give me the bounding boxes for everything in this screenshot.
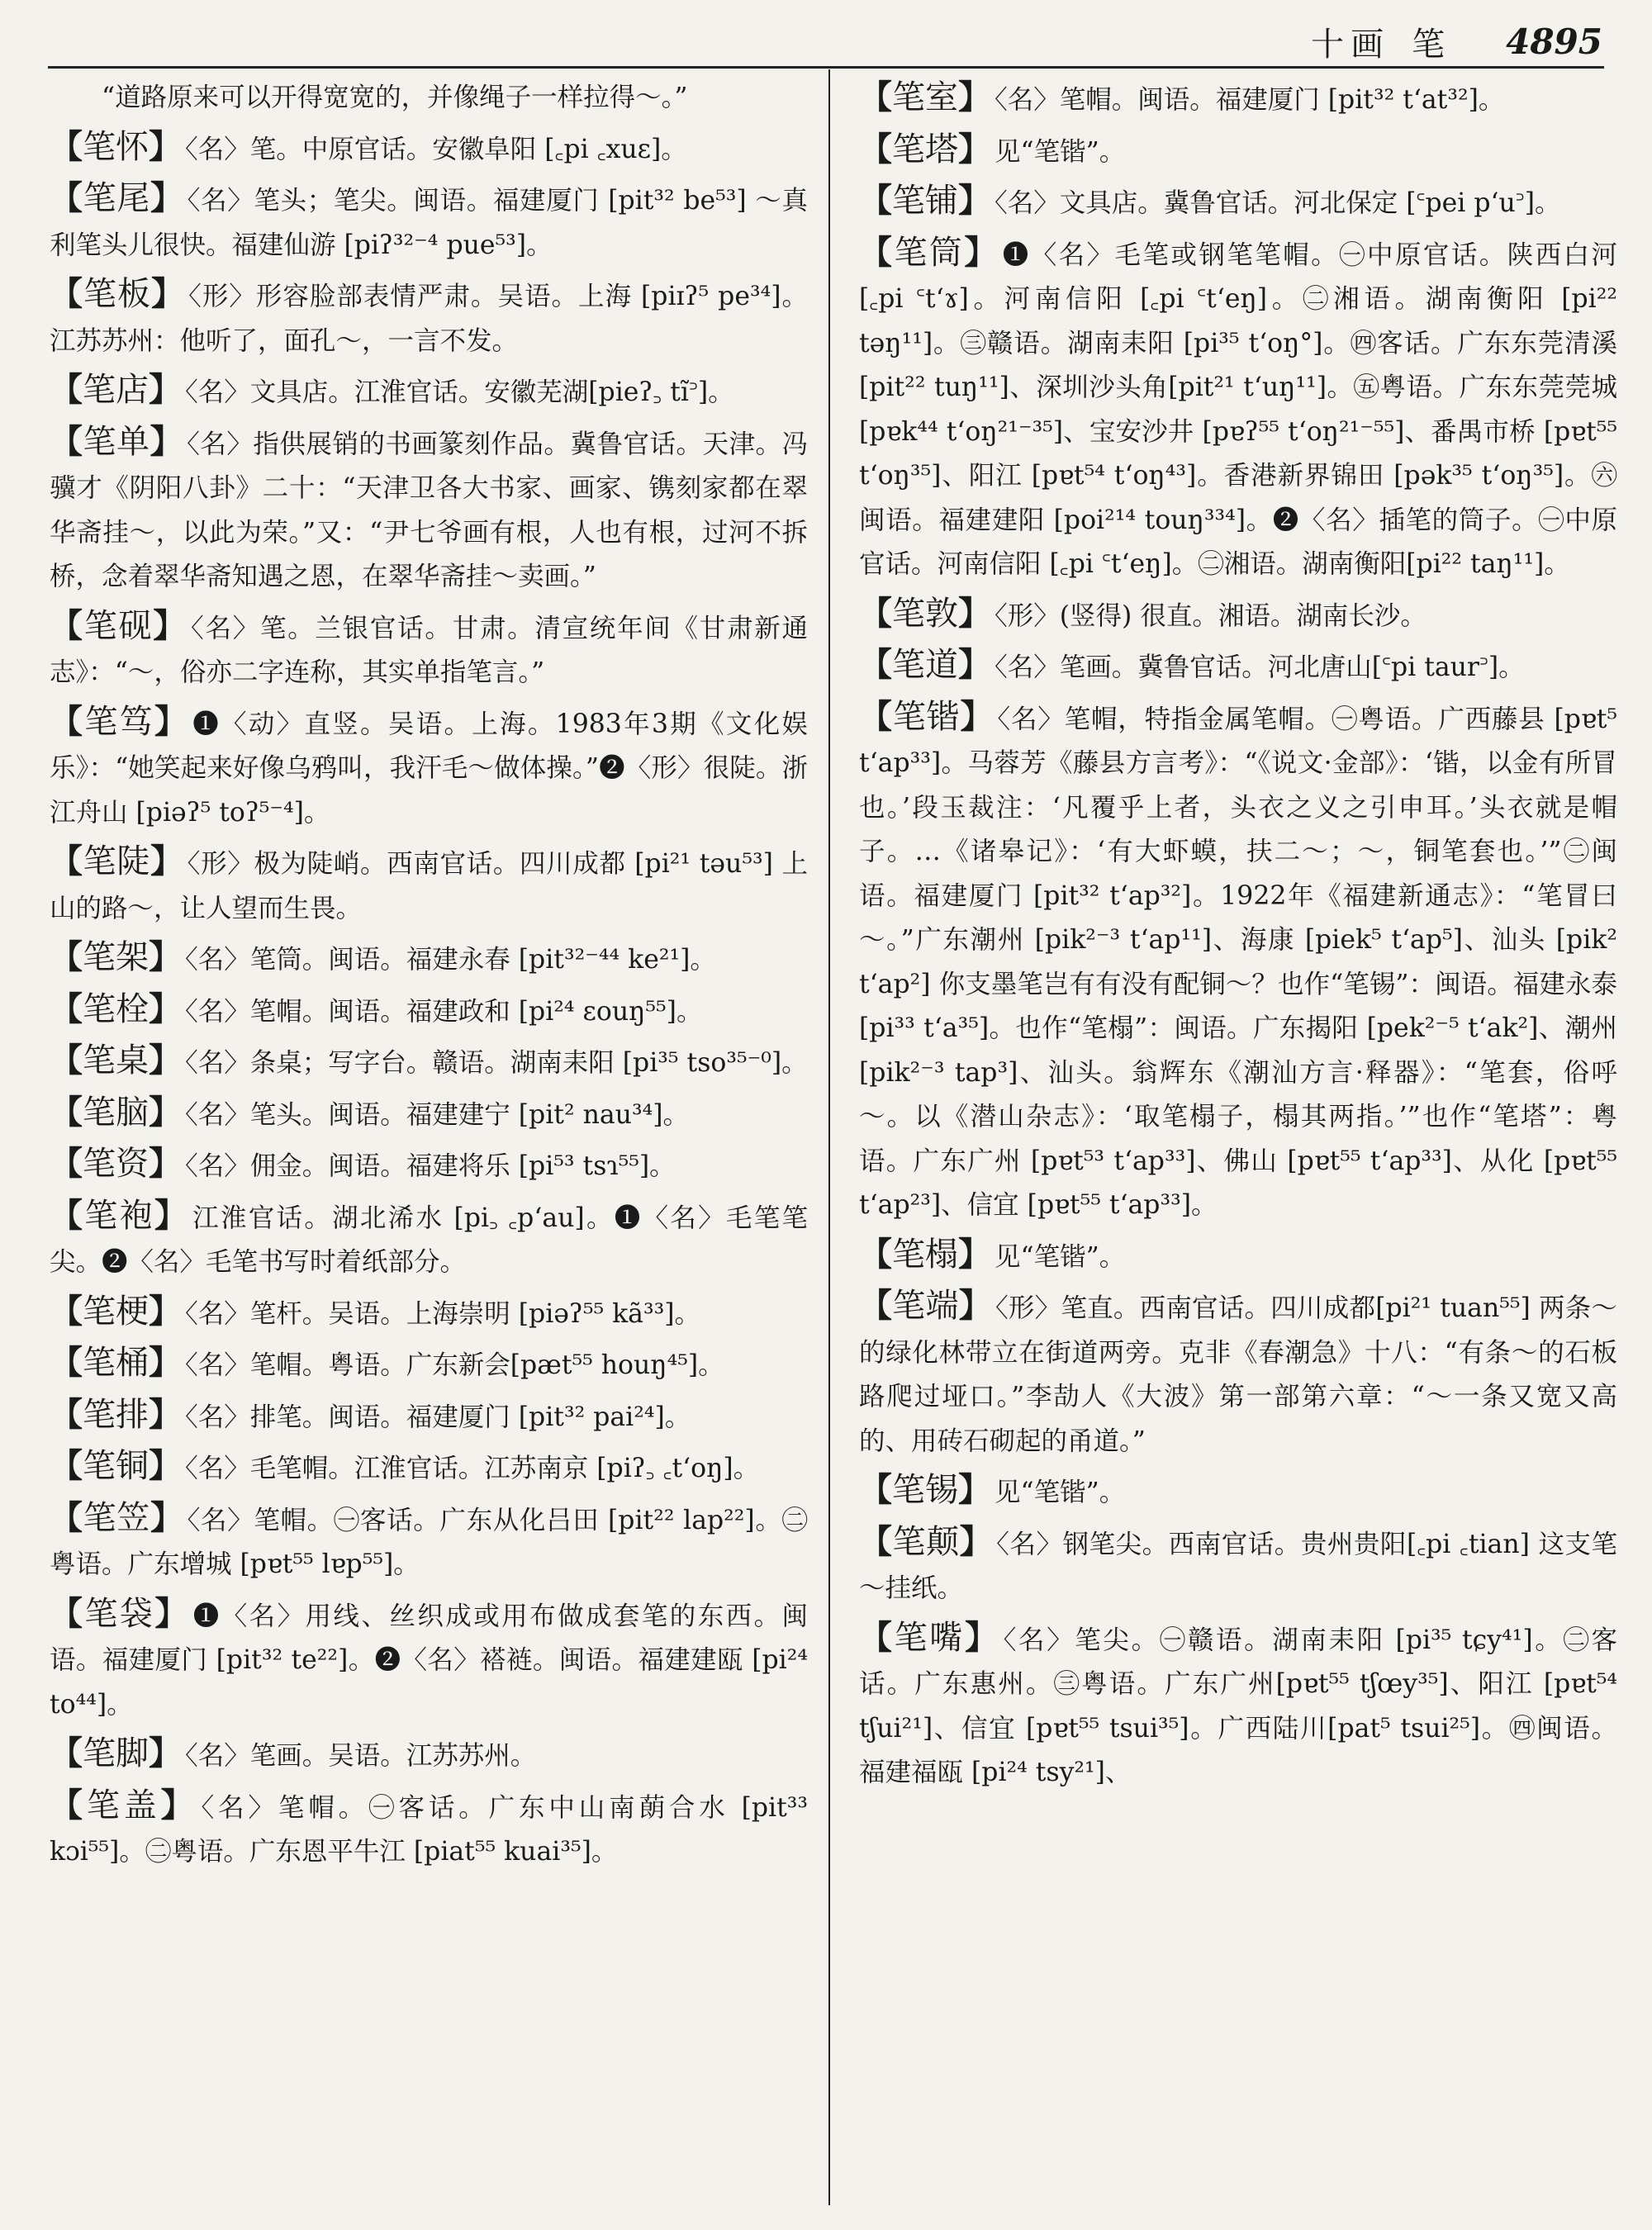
entry-headword: 【笔梗】	[50, 1292, 182, 1331]
entry-headword: 【笔脑】	[50, 1093, 182, 1132]
entry-definition: 〈名〉文具店。冀鲁官话。河北保定 [꜂pei p‘u꜄]。	[995, 188, 1561, 218]
headword-text: 笔脑	[83, 1093, 149, 1132]
entry-definition: 〈形〉形容脸部表情严肃。吴语。上海 [piɪʔ⁵ pe³⁴]。江苏苏州：他听了，面孔～，一言不发。	[50, 282, 809, 356]
entry-headword: 【笔单】	[50, 422, 184, 461]
dictionary-entry	[50, 1445, 808, 1492]
entry-headword: 【笔板】	[50, 275, 186, 313]
headword-text: 笔怀	[83, 127, 149, 166]
headword-text: 笔铜	[83, 1447, 149, 1485]
entry-headword: 【笔塔】	[859, 130, 991, 168]
entry-headword: 【笔桌】	[50, 1041, 182, 1079]
entry-definition: 〈名〉笔帽，特指金属笔帽。㊀粤语。广西藤县 [pɐt⁵ t‘ap³³]。马蓉芳《藤县方言考》：“《说文·金部》：‘锴，以金有所冒也。’段玉裁注：‘凡覆乎上者，头衣之义之引申耳。’头衣就是帽子。…《诸皋记》：‘有大虾蟆，扶二～；～，铜笔套也。’”㊁闽语。福建厦门 [pit³² t‘ap³²]。1922年《福建新通志》：“笔冒曰～。”广东潮州 [pik²⁻³ t‘ap¹¹]、海康 [piek⁵ t‘ap⁵]、汕头 [pik² t‘ap²] 你支墨笔岂有有没有配铜～？也作“笔锡”：闽语。福建永泰 [pi³³ t‘a³⁵]。也作“笔榻”：闽语。广东揭阳 [pek²⁻⁵ t‘ak²]、潮州 [pik²⁻³ tap³]、汕头。翁辉东《潮汕方言·释器》：“笔套，俗呼～。以《潜山杂志》：‘取笔榻子，榻其两指。’”也作“笔塔”：粤语。广东广州 [pɐt⁵³ t‘ap³³]、佛山 [pɐt⁵⁵ t‘ap³³]、从化 [pɐt⁵⁵ t‘ap²³]、信宜 [pɐt⁵⁵ t‘ap³³]。	[859, 704, 1618, 1220]
headword-text: 笔盖	[86, 1786, 161, 1824]
headword-text: 笔笃	[84, 702, 154, 741]
entry-headword: 【笔笃】	[50, 702, 190, 741]
headword-text: 笔端	[892, 1287, 959, 1325]
dictionary-entry	[50, 1341, 808, 1388]
entry-headword: 【笔敦】	[859, 594, 991, 633]
entry-headword: 【笔袍】	[50, 1196, 190, 1235]
dictionary-entry	[859, 695, 1617, 1228]
headword-text: 笔道	[892, 646, 958, 684]
right-column	[859, 76, 1617, 1801]
headword-text: 笔室	[892, 78, 958, 116]
entry-headword: 【笔榻】	[859, 1235, 991, 1274]
entry-definition: 〈名〉笔头。闽语。福建建宁 [pit² nau³⁴]。	[185, 1099, 689, 1130]
entry-headword: 【笔架】	[50, 938, 182, 976]
dictionary-entry	[50, 936, 808, 983]
entry-headword: 【笔道】	[859, 646, 991, 684]
headword-text: 笔梗	[83, 1292, 149, 1331]
entry-headword: 【笔嘴】	[859, 1618, 1000, 1657]
entry-definition: 见“笔锴”。	[995, 136, 1126, 167]
entry-definition: 〈名〉笔画。冀鲁官话。河北唐山[꜂pi taur꜄]。	[995, 652, 1525, 682]
headword-text: 笔砚	[83, 606, 154, 645]
entry-headword: 【笔盖】	[50, 1786, 198, 1824]
headword-text: 笔排	[83, 1395, 149, 1434]
entry-definition: ❶〈名〉用线、丝织成或用布做成套笔的东西。闽语。福建厦门 [pit³² te²²]。❷〈名〉褡裢。闽语。福建建瓯 [pi²⁴ to⁴⁴]。	[50, 1601, 809, 1720]
entry-headword: 【笔砚】	[50, 606, 188, 645]
dictionary-entry	[50, 273, 808, 363]
dictionary-entry	[50, 1194, 808, 1285]
left-column	[50, 76, 808, 1880]
dictionary-entry	[859, 231, 1617, 587]
entry-definition: 〈名〉笔帽。粤语。广东新会[pæt⁵⁵ houŋ⁴⁵]。	[185, 1350, 724, 1380]
headword-text: 笔筒	[894, 233, 965, 272]
headword-text: 笔袋	[84, 1594, 155, 1633]
headword-text: 笔资	[83, 1145, 149, 1183]
dictionary-entry	[50, 1091, 808, 1138]
headword-text: 笔桶	[83, 1344, 149, 1382]
entry-definition: 〈名〉文具店。江淮官话。安徽芜湖[pieʔ꜆ tĩ꜄]。	[185, 377, 734, 407]
headword-text: 笔铺	[892, 182, 958, 220]
entry-definition: 〈名〉笔。兰银官话。甘肃。清宣统年间《甘肃新通志》：“～，俗亦二字连称，其实单指笔言。”	[50, 613, 809, 687]
dictionary-entry	[859, 592, 1617, 639]
dictionary-entry	[50, 368, 808, 415]
entry-headword: 【笔铺】	[859, 182, 991, 220]
headword-text: 笔锴	[892, 697, 961, 736]
dictionary-entry	[859, 1616, 1617, 1796]
dictionary-entry	[50, 177, 808, 268]
entry-headword: 【笔桶】	[50, 1344, 182, 1382]
dictionary-entry	[50, 1732, 808, 1779]
entry-definition: 〈名〉笔帽。㊀客话。广东从化吕田 [pit²² lap²²]。㊁粤语。广东增城 [pɐt⁵⁵ lɐp⁵⁵]。	[50, 1505, 808, 1579]
entry-definition: 〈名〉笔杆。吴语。上海崇明 [piəʔ⁵⁵ kã³³]。	[185, 1298, 701, 1329]
entry-definition: 〈形〉极为陡峭。西南官话。四川成都 [pi²¹ təu⁵³] 上山的路～，让人望而生畏。	[50, 849, 809, 923]
dictionary-entry	[50, 1393, 808, 1440]
headword-text: 笔店	[83, 371, 149, 409]
headword-text: 笔架	[83, 938, 149, 976]
dictionary-entry	[50, 605, 808, 695]
headword-text: 笔笠	[83, 1498, 150, 1537]
entry-definition: ❶〈动〉直竖。吴语。上海。1983年3期《文化娱乐》：“她笑起来好像乌鸦叫，我汗毛～做体操。”❷〈形〉很陡。浙江舟山 [piəʔ⁵ toʔ⁵⁻⁴]。	[50, 709, 809, 828]
entry-definition: 〈名〉佣金。闽语。福建将乐 [pi⁵³ tsɿ⁵⁵]。	[185, 1151, 676, 1181]
headword-text: 笔脚	[83, 1734, 149, 1772]
entry-definition: 〈名〉笔帽。闽语。福建厦门 [pit³² t‘at³²]。	[995, 85, 1505, 115]
entry-headword: 【笔锡】	[859, 1471, 991, 1509]
entry-headword: 【笔笠】	[50, 1498, 184, 1537]
entry-definition: 〈名〉指供展销的书画篆刻作品。冀鲁官话。天津。冯骥才《阴阳八卦》二十：“天津卫各大书家、画家、镌刻家都在翠华斋挂～，以此为荣。”又：“尹七爷画有根，人也有根，过河不拆桥，念着翠华斋知遇之恩，在翠华斋挂～卖画。”	[50, 429, 809, 591]
entry-definition: 〈形〉(竖得) 很直。湘语。湖南长沙。	[995, 600, 1427, 631]
entry-definition: 〈名〉笔尖。㊀赣语。湖南耒阳 [pi³⁵ tɕy⁴¹]。㊁客话。广东惠州。㊂粤语。广东广州[pɐt⁵⁵ tʃœy³⁵]、阳江 [pɐt⁵⁴ tʃui²¹]、信宜 [pɐt⁵⁵ tsui³⁵]。广西陆川[pat⁵ tsui²⁵]。㊃闽语。福建福瓯 [pi²⁴ tsy²¹]、	[859, 1625, 1618, 1787]
headword-text: 笔桌	[83, 1041, 149, 1079]
entry-headword: 【笔端】	[859, 1287, 992, 1325]
entry-definition: 〈名〉排笔。闽语。福建厦门 [pit³² pai²⁴]。	[185, 1402, 691, 1432]
entry-headword: 【笔陡】	[50, 842, 184, 880]
section-label: 十画	[1311, 25, 1391, 64]
entry-definition: “道路原来可以开得宽宽的，并像绳子一样拉得～。”	[102, 83, 688, 112]
entry-headword: 【笔栓】	[50, 989, 182, 1028]
dictionary-entry	[50, 700, 808, 836]
headword-text: 笔塔	[892, 130, 958, 168]
headword-text: 笔袍	[84, 1196, 154, 1235]
dictionary-entry	[859, 1284, 1617, 1464]
dictionary-entry	[859, 1233, 1617, 1280]
entry-headword: 【笔袋】	[50, 1594, 190, 1633]
dictionary-entry	[859, 1521, 1617, 1611]
dictionary-entry	[859, 128, 1617, 175]
entry-headword: 【笔筒】	[859, 233, 999, 272]
headword-text: 笔榻	[892, 1235, 958, 1274]
headword-text: 笔颠	[892, 1522, 960, 1561]
headword-text: 笔单	[83, 422, 150, 461]
entry-headword: 【笔锴】	[859, 697, 995, 736]
dictionary-entry	[50, 1497, 808, 1587]
entry-definition: 〈名〉笔帽。㊀客话。广东中山南蓢合水 [pit³³ kɔi⁵⁵]。㊁粤语。广东恩平牛江 [piat⁵⁵ kuai³⁵]。	[50, 1792, 809, 1867]
entry-definition: 〈名〉笔筒。闽语。福建永春 [pit³²⁻⁴⁴ ke²¹]。	[185, 945, 716, 975]
dictionary-entry	[50, 76, 808, 121]
dictionary-entry	[50, 1039, 808, 1086]
entry-headword: 【笔怀】	[50, 127, 182, 166]
entry-definition: ❶〈名〉毛笔或钢笔笔帽。㊀中原官话。陕西白河 [꜀pi ꜂t‘ɤ]。河南信阳 [꜀pi ꜂t‘eŋ]。㊁湘语。湖南衡阳 [pi²² təŋ¹¹]。㊂赣语。湖南耒阳 [pi³⁵ t‘oŋ°]。㊃客话。广东东莞清溪 [pit²² tuŋ¹¹]、深圳沙头角[pit²¹ t‘uŋ¹¹]。㊄粤语。广东东莞莞城 [pɐk⁴⁴ t‘oŋ²¹⁻³⁵]、宝安沙井 [pɐʔ⁵⁵ t‘oŋ²¹⁻⁵⁵]、番禺市桥 [pɐt⁵⁵ t‘oŋ³⁵]、阳江 [pɐt⁵⁴ t‘oŋ⁴³]。香港新界锦田 [pək³⁵ t‘oŋ³⁵]。㊅闽语。福建建阳 [poi²¹⁴ touŋ³³⁴]。❷〈名〉插笔的筒子。㊀中原官话。河南信阳 [꜀pi ꜂t‘eŋ]。㊁湘语。湖南衡阳[pi²² taŋ¹¹]。	[859, 240, 1618, 579]
column-divider	[828, 69, 830, 2205]
dictionary-entry	[50, 1142, 808, 1189]
entry-definition: 〈名〉毛笔帽。江淮官话。江苏南京 [piʔ꜆ ꜀t‘oŋ]。	[185, 1454, 760, 1483]
dictionary-entry	[50, 1592, 808, 1728]
entry-definition: 〈名〉笔帽。闽语。福建政和 [pi²⁴ ɛouŋ⁵⁵]。	[185, 996, 703, 1027]
entry-headword: 【笔室】	[859, 78, 991, 116]
dictionary-entry	[50, 420, 808, 600]
entry-definition: 〈名〉笔头；笔尖。闽语。福建厦门 [pit³² be⁵³] ～真利笔头儿很快。福建仙游 [piʔ³²⁻⁴ pue⁵³]。	[50, 186, 809, 260]
entry-definition: 江淮官话。湖北浠水 [pi꜆ ꜀p‘au]。❶〈名〉毛笔笔尖。❷〈名〉毛笔书写时着纸部分。	[50, 1203, 809, 1277]
entry-headword: 【笔店】	[50, 371, 182, 409]
dictionary-entry	[859, 179, 1617, 226]
headword-text: 笔尾	[83, 179, 150, 217]
entry-definition: 见“笔锴”。	[995, 1478, 1126, 1507]
entry-definition: 见“笔锴”。	[995, 1241, 1126, 1272]
dictionary-entry	[50, 1290, 808, 1337]
headword-text: 笔敦	[892, 594, 958, 633]
headword-text: 笔锡	[892, 1471, 958, 1509]
dictionary-entry	[50, 1784, 808, 1875]
page-header	[50, 18, 1602, 64]
dictionary-entry	[50, 840, 808, 931]
headword-text: 笔栓	[83, 989, 149, 1028]
headword-text: 笔板	[83, 275, 152, 313]
dictionary-entry	[859, 76, 1617, 123]
entry-headword: 【笔资】	[50, 1145, 182, 1183]
entry-headword: 【笔铜】	[50, 1447, 182, 1485]
header-rule	[48, 66, 1604, 69]
entry-headword: 【笔排】	[50, 1395, 182, 1434]
entry-definition: 〈形〉笔直。西南官话。四川成都[pi²¹ tuan⁵⁵] 两条～的绿化林带立在街道两旁。克非《春潮急》十八：“有条～的石板路爬过垭口。”李劼人《大波》第一部第六章：“～一条又宽又高的、用砖石砌起的甬道。”	[859, 1293, 1617, 1456]
dictionary-entry	[859, 1468, 1617, 1516]
entry-definition: 〈名〉钢笔尖。西南官话。贵州贵阳[꜀pi ꜀tian] 这支笔～挂纸。	[859, 1529, 1618, 1603]
entry-headword: 【笔颠】	[859, 1522, 994, 1561]
entry-definition: 〈名〉笔画。吴语。江苏苏州。	[185, 1741, 537, 1771]
entry-definition: 〈名〉条桌；写字台。赣语。湖南耒阳 [pi³⁵ tso³⁵⁻⁰]。	[185, 1048, 808, 1078]
dictionary-entry	[859, 643, 1617, 690]
entry-headword: 【笔尾】	[50, 179, 184, 217]
entry-headword: 【笔脚】	[50, 1734, 182, 1772]
header-character: 笔	[1412, 25, 1452, 64]
headword-text: 笔嘴	[894, 1618, 965, 1657]
entry-definition: 〈名〉笔。中原官话。安徽阜阳 [꜀pi ꜀xuɛ]。	[185, 134, 687, 164]
dictionary-entry	[50, 988, 808, 1035]
page-number: 4895	[1506, 21, 1602, 62]
dictionary-entry	[50, 126, 808, 173]
headword-text: 笔陡	[83, 842, 150, 880]
